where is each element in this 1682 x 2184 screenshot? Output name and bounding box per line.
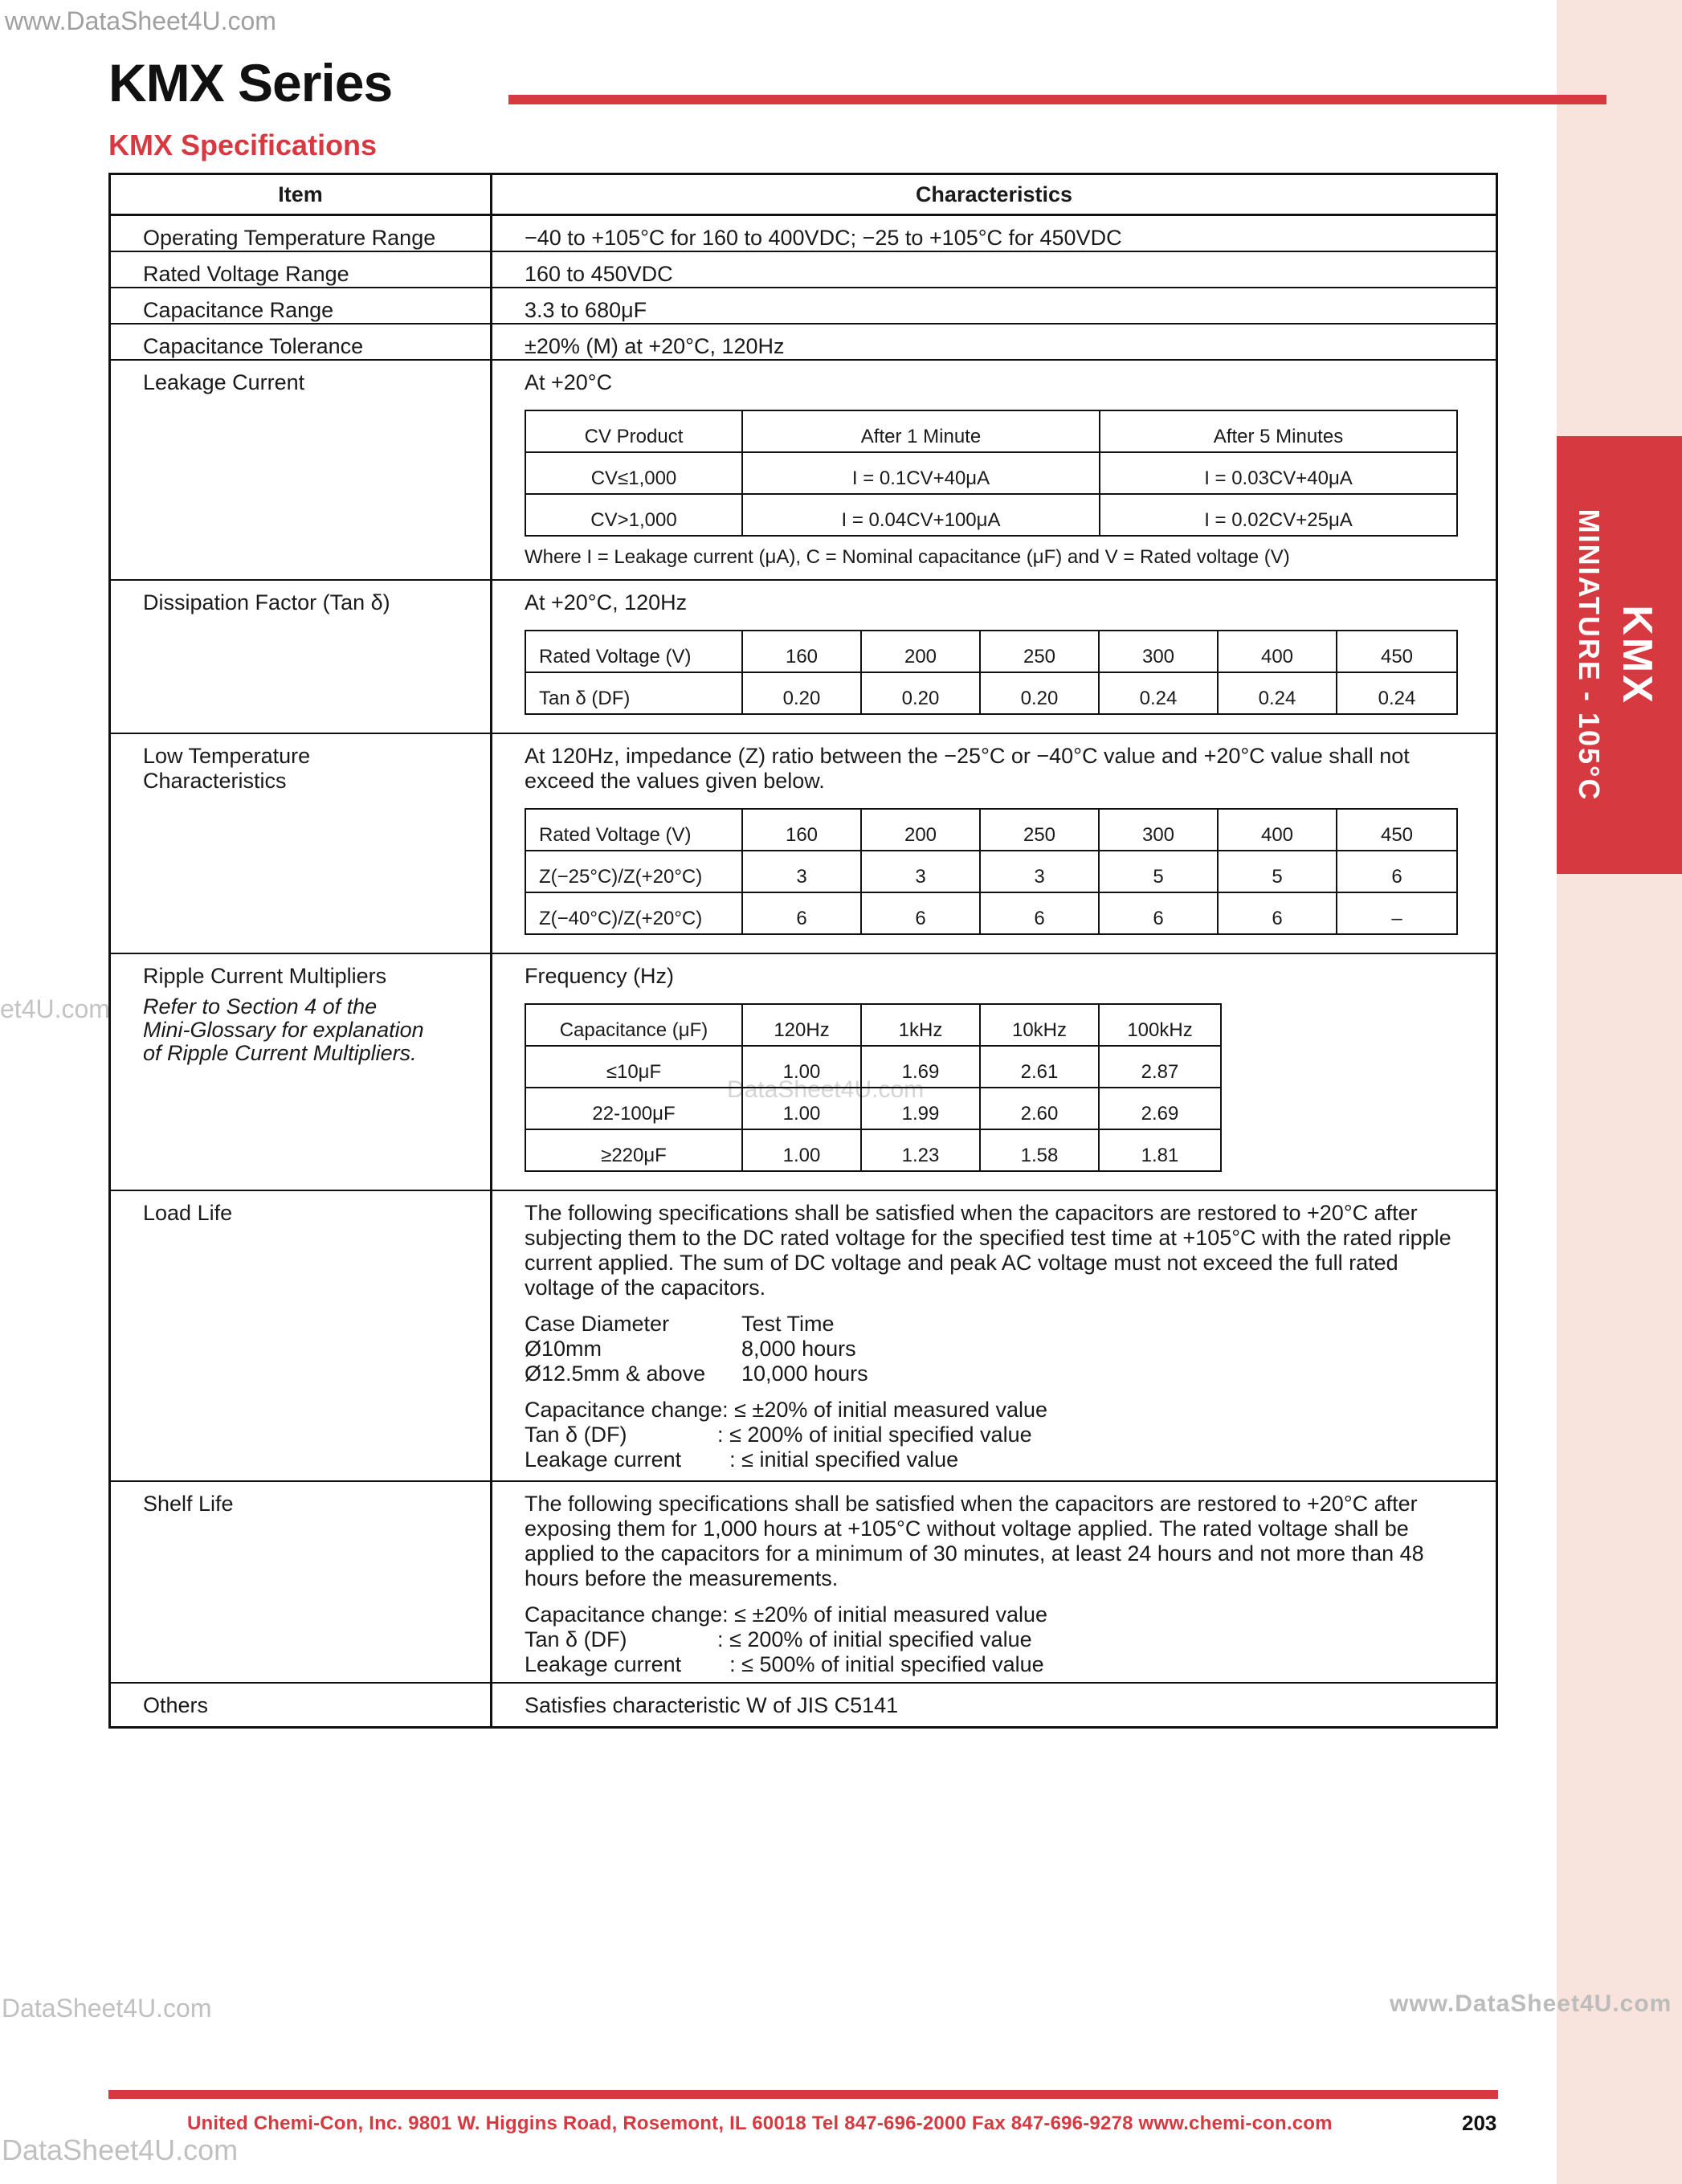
table-cell: 160	[742, 809, 861, 851]
header-characteristics: Characteristics	[492, 174, 1497, 215]
footer-rule	[108, 2090, 1498, 2099]
shelf-life-cell	[492, 1481, 1497, 1683]
row-low-temperature	[110, 733, 1497, 953]
leakage-intro: At +20°C	[525, 370, 613, 394]
table-cell: I = 0.02CV+25μA	[1100, 494, 1457, 536]
case-label: Ø10mm	[525, 1337, 602, 1361]
watermark-mid-left: et4U.com	[0, 994, 110, 1023]
table-cell: 0.20	[861, 672, 980, 714]
ripple-note	[143, 995, 490, 1065]
ripple-intro: Frequency (Hz)	[525, 964, 675, 988]
table-cell: 1.69	[861, 1046, 980, 1088]
shelf-life-spec-2: Tan δ (DF) : ≤ 200% of initial specified value	[525, 1627, 1032, 1651]
section-title: KMX Specifications	[108, 129, 378, 161]
table-cell: 400	[1218, 631, 1337, 672]
item-value: 3.3 to 680μF	[492, 288, 1497, 324]
table-cell: I = 0.1CV+40μA	[742, 452, 1100, 494]
side-tab-series: KMX	[1614, 605, 1660, 705]
table-cell: 1.58	[980, 1129, 1099, 1171]
table-cell: 6	[1337, 851, 1457, 892]
item-value: −40 to +105°C for 160 to 400VDC; −25 to +105°C for 450VDC	[492, 215, 1497, 252]
table-cell: 160	[742, 631, 861, 672]
row-ripple-current	[110, 953, 1497, 1190]
row-capacitance-tolerance	[110, 324, 1497, 360]
table-row	[525, 1129, 1221, 1171]
table-cell: 0.24	[1337, 672, 1457, 714]
table-cell: 6	[742, 892, 861, 934]
ripple-cell	[492, 953, 1497, 1190]
leakage-table	[525, 410, 1458, 537]
watermark-bottom-left: DataSheet4U.com	[2, 1994, 212, 2023]
leakage-note: Where I = Leakage current (μA), C = Nominal capacitance (μF) and V = Rated voltage (V)	[525, 546, 1290, 568]
row-rated-voltage	[110, 251, 1497, 288]
item-value: ±20% (M) at +20°C, 120Hz	[492, 324, 1497, 360]
row-others	[110, 1683, 1497, 1728]
item-label	[110, 733, 492, 953]
row-operating-temp	[110, 215, 1497, 252]
table-cell: 1.81	[1099, 1129, 1221, 1171]
table-row	[525, 494, 1457, 536]
table-row	[525, 410, 1457, 452]
table-cell: 1kHz	[861, 1004, 980, 1046]
table-cell: Tan δ (DF)	[525, 672, 742, 714]
case-value: 8,000 hours	[741, 1337, 856, 1361]
table-cell: 2.87	[1099, 1046, 1221, 1088]
table-cell: 0.24	[1099, 672, 1218, 714]
ripple-table	[525, 1003, 1222, 1172]
item-label-line1: Low Temperature	[143, 744, 311, 768]
table-cell: I = 0.04CV+100μA	[742, 494, 1100, 536]
load-life-spec-2: Tan δ (DF) : ≤ 200% of initial specified value	[525, 1423, 1032, 1447]
item-label: Others	[110, 1683, 492, 1728]
load-life-spec-1: Capacitance change: ≤ ±20% of initial measured value	[525, 1398, 1048, 1422]
spec-table	[108, 173, 1498, 1729]
header-item: Item	[110, 174, 492, 215]
table-cell: ≥220μF	[525, 1129, 742, 1171]
table-row	[525, 1088, 1221, 1129]
item-value: Satisfies characteristic W of JIS C5141	[492, 1683, 1497, 1728]
table-cell: 400	[1218, 809, 1337, 851]
shelf-life-paragraph: The following specifications shall be satisfied when the capacitors are restored to +20°C after exposing them for 1,000 hours at +105°C without voltage applied. The rated voltage shall be applied to the capacitors for a minimum of 30 minutes, at least 24 hours and not more than 48 hours before the measurements.	[525, 1492, 1424, 1590]
table-cell: 6	[1218, 892, 1337, 934]
item-value: 160 to 450VDC	[492, 251, 1497, 288]
item-label-line2: Characteristics	[143, 769, 287, 793]
df-intro: At +20°C, 120Hz	[525, 590, 688, 614]
table-cell: Z(−40°C)/Z(+20°C)	[525, 892, 742, 934]
table-cell: Rated Voltage (V)	[525, 631, 742, 672]
page-title: KMX Series	[108, 53, 393, 112]
case-label: Case Diameter	[525, 1312, 670, 1336]
item-label	[110, 953, 492, 1190]
case-row	[525, 1312, 1472, 1337]
item-label: Load Life	[110, 1190, 492, 1481]
table-cell: 5	[1099, 851, 1218, 892]
page-number: 203	[1462, 2111, 1497, 2135]
table-cell: 250	[980, 809, 1099, 851]
table-cell: 6	[1099, 892, 1218, 934]
table-cell: 0.20	[742, 672, 861, 714]
item-label-main: Ripple Current Multipliers	[143, 964, 387, 988]
watermark-bottom-right: www.DataSheet4U.com	[1390, 1990, 1672, 2017]
side-strip	[1557, 0, 1682, 2184]
table-cell: 2.69	[1099, 1088, 1221, 1129]
item-label: Shelf Life	[110, 1481, 492, 1683]
table-cell: 22-100μF	[525, 1088, 742, 1129]
item-label: Rated Voltage Range	[110, 251, 492, 288]
side-tab	[1557, 436, 1682, 874]
table-cell: CV Product	[525, 410, 742, 452]
table-cell: 300	[1099, 809, 1218, 851]
table-cell: 1.00	[742, 1088, 861, 1129]
table-cell: Z(−25°C)/Z(+20°C)	[525, 851, 742, 892]
shelf-life-spec-3: Leakage current : ≤ 500% of initial specified value	[525, 1652, 1044, 1676]
table-row	[525, 1046, 1221, 1088]
item-label: Operating Temperature Range	[110, 215, 492, 252]
table-cell: 120Hz	[742, 1004, 861, 1046]
case-row	[525, 1337, 1472, 1361]
table-cell: 1.00	[742, 1046, 861, 1088]
table-row	[525, 892, 1457, 934]
table-cell: After 5 Minutes	[1100, 410, 1457, 452]
table-cell: 3	[980, 851, 1099, 892]
table-cell: 0.24	[1218, 672, 1337, 714]
load-life-spec-3: Leakage current : ≤ initial specified value	[525, 1447, 959, 1472]
table-cell: 0.20	[980, 672, 1099, 714]
table-row	[525, 809, 1457, 851]
df-table	[525, 630, 1458, 715]
table-cell: 6	[861, 892, 980, 934]
table-row	[525, 631, 1457, 672]
table-row	[525, 851, 1457, 892]
table-cell: 250	[980, 631, 1099, 672]
case-value: Test Time	[741, 1312, 835, 1336]
row-shelf-life	[110, 1481, 1497, 1683]
ripple-note-line2: Mini-Glossary for explanation	[143, 1018, 424, 1042]
table-cell: 2.60	[980, 1088, 1099, 1129]
spec-header-row	[110, 174, 1497, 215]
watermark-center: DataSheet4U.com	[727, 1076, 925, 1103]
ripple-note-line1: Refer to Section 4 of the	[143, 994, 378, 1019]
table-cell: After 1 Minute	[742, 410, 1100, 452]
table-cell: 450	[1337, 631, 1457, 672]
row-leakage-current	[110, 360, 1497, 580]
item-label: Leakage Current	[110, 360, 492, 580]
table-cell: 1.00	[742, 1129, 861, 1171]
df-cell	[492, 580, 1497, 733]
table-cell: 5	[1218, 851, 1337, 892]
leakage-cell	[492, 360, 1497, 580]
table-cell: 2.61	[980, 1046, 1099, 1088]
table-cell: Capacitance (μF)	[525, 1004, 742, 1046]
item-label: Dissipation Factor (Tan δ)	[110, 580, 492, 733]
table-row	[525, 452, 1457, 494]
title-row	[108, 53, 1498, 112]
item-label: Capacitance Tolerance	[110, 324, 492, 360]
table-cell: Rated Voltage (V)	[525, 809, 742, 851]
table-cell: 100kHz	[1099, 1004, 1221, 1046]
ripple-note-line3: of Ripple Current Multipliers.	[143, 1041, 417, 1065]
row-dissipation-factor	[110, 580, 1497, 733]
table-cell: 200	[861, 809, 980, 851]
table-cell: 6	[980, 892, 1099, 934]
case-value: 10,000 hours	[741, 1361, 868, 1386]
table-cell: 300	[1099, 631, 1218, 672]
load-life-cell	[492, 1190, 1497, 1481]
table-cell: CV>1,000	[525, 494, 742, 536]
watermark-top-left: www.DataSheet4U.com	[5, 6, 276, 35]
table-cell: 200	[861, 631, 980, 672]
table-row	[525, 1004, 1221, 1046]
row-load-life	[110, 1190, 1497, 1481]
table-cell: 1.99	[861, 1088, 980, 1129]
item-label: Capacitance Range	[110, 288, 492, 324]
table-cell: ≤10μF	[525, 1046, 742, 1088]
table-cell: –	[1337, 892, 1457, 934]
row-capacitance-range	[110, 288, 1497, 324]
footer-contact: United Chemi-Con, Inc. 9801 W. Higgins Road, Rosemont, IL 60018 Tel 847-696-2000 Fax 847-696-9278 www.chemi-con.com	[187, 2113, 1333, 2134]
case-label: Ø12.5mm & above	[525, 1361, 706, 1386]
low-temp-intro: At 120Hz, impedance (Z) ratio between the −25°C or −40°C value and +20°C value shall not exceed the values given below.	[525, 744, 1410, 793]
table-cell: CV≤1,000	[525, 452, 742, 494]
table-cell: 10kHz	[980, 1004, 1099, 1046]
side-tab-subtitle: MINIATURE - 105°C	[1573, 508, 1606, 802]
low-temp-table	[525, 808, 1458, 935]
watermark-bottom: DataSheet4U.com	[2, 2133, 239, 2166]
table-cell: 1.23	[861, 1129, 980, 1171]
table-row	[525, 672, 1457, 714]
title-rule	[508, 95, 1606, 104]
table-cell: 3	[861, 851, 980, 892]
table-cell: I = 0.03CV+40μA	[1100, 452, 1457, 494]
table-cell: 450	[1337, 809, 1457, 851]
shelf-life-spec-1: Capacitance change: ≤ ±20% of initial measured value	[525, 1602, 1048, 1627]
load-life-paragraph: The following specifications shall be satisfied when the capacitors are restored to +20°C after subjecting them to the DC rated voltage for the specified test time at +105°C with the rated ripple current applied. The sum of DC voltage and peak AC voltage must not exceed the full rated voltage of the capacitors.	[525, 1201, 1451, 1300]
low-temp-cell	[492, 733, 1497, 953]
table-cell: 3	[742, 851, 861, 892]
case-row	[525, 1361, 1472, 1386]
